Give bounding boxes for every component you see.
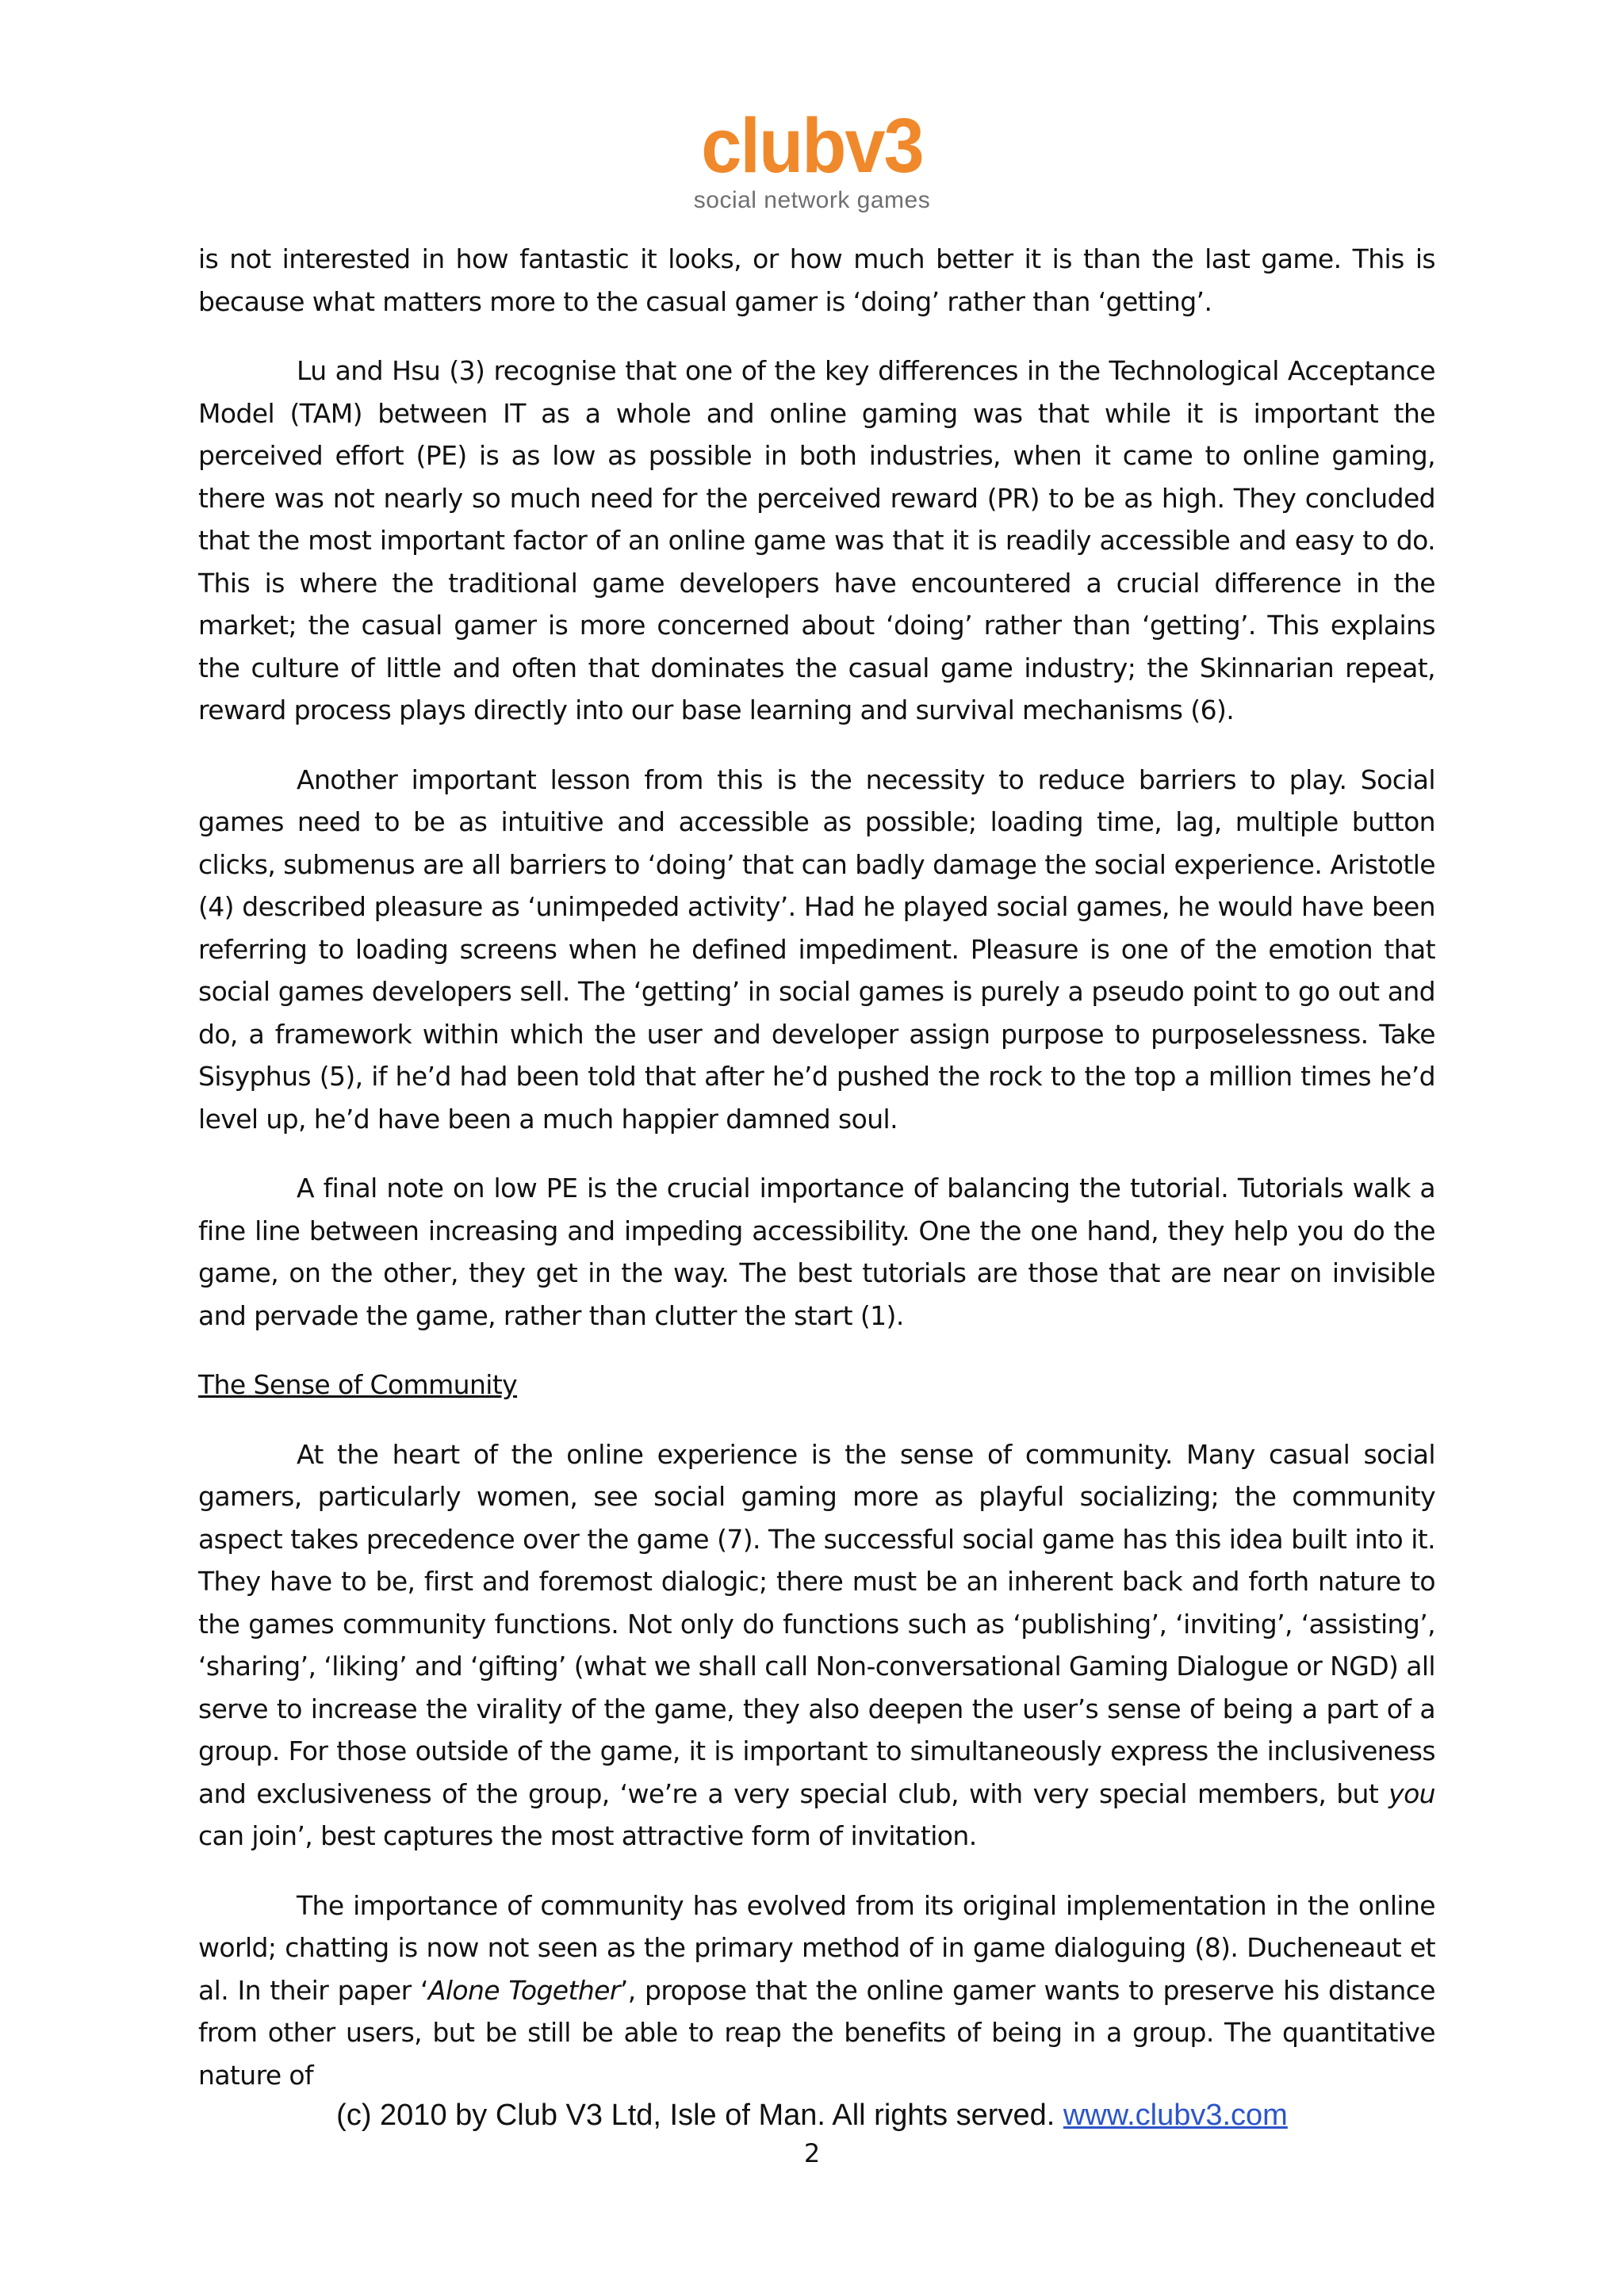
paragraph-6-emphasis: Alone Together	[427, 1974, 620, 2006]
paragraph-4: A final note on low PE is the crucial importance of balancing the tutorial. Tutorials walk a fine line between increasing and impeding accessibility. One the one hand, they help you do the game, on the other, they get in the way. The best tutorials are those that are near on invisible and pervade the game, rather than clutter the start (1).	[198, 1173, 1435, 1331]
paragraph-6-text-end: ’, propose that the online gamer wants to preserve his distance from other users, but be still be able to reap the benefits of being in a group. The quantitative nature of	[198, 1974, 1435, 2091]
paragraph-1: is not interested in how fantastic it looks, or how much better it is than the last game. This is because what matters more to the casual gamer is ‘doing’ rather than ‘getting’.	[198, 243, 1435, 317]
paragraph-6	[198, 1885, 1435, 2097]
paragraph-3: Another important lesson from this is the necessity to reduce barriers to play. Social games need to be as intuitive and accessible as possible; loading time, lag, multiple button clicks, submenus are all barriers to ‘doing’ that can badly damage the social experience. Aristotle (4) described pleasure as ‘unimpeded activity’. Had he played social games, he would have been referring to loading screens when he defined impediment. Pleasure is one of the emotion that social games developers sell. The ‘getting’ in social games is purely a pseudo point to go out and do, a framework within which the user and developer assign purpose to purposelessness. Take Sisyphus (5), if he’d had been told that after he’d pushed the rock to the top a million times he’d level up, he’d have been a much happier damned soul.	[198, 763, 1435, 1135]
website-link[interactable]: www.clubv3.com	[1063, 2099, 1288, 2132]
page-number: 2	[803, 2138, 821, 2168]
logo-tagline: social network games	[693, 187, 931, 213]
paragraph-5-text: At the heart of the online experience is the sense of community. Many casual social gamers, particularly women, see social gaming more as playful socializing; the community aspect takes precedence over the game (7). The successful social game has this idea built into it. They have to be, first and foremost dialogic; there must be an inherent back and forth nature to the games community functions. Not only do functions such as ‘publishing’, ‘inviting’, ‘assisting’, ‘sharing’, ‘liking’ and ‘gifting’ (what we shall call Non-conversational Gaming Dialogue or NGD) all serve to increase the virality of the game, they also deepen the user’s sense of being a part of a group. For those outside of the game, it is important to simultaneously express the inclusiveness and exclusiveness of the group, ‘we’re a very special club, with very special members, but	[198, 1438, 1435, 1809]
paragraph-6-text: The importance of community has evolved from its original implementation in the online world; chatting is now not seen as the primary method of in game dialoguing (8). Ducheneaut et al. In their paper ‘	[198, 1889, 1435, 2006]
paragraph-5-emphasis: you	[1388, 1777, 1435, 1809]
section-heading: The Sense of Community	[198, 1369, 518, 1400]
paragraph-2: Lu and Hsu (3) recognise that one of the key differences in the Technological Acceptance Model (TAM) between IT as a whole and online gaming was that while it is important the perceived effort (PE) is as low as possible in both industries, when it came to online gaming, there was not nearly so much need for the perceived reward (PR) to be as high. They concluded that the most important factor of an online game was that it is readily accessible and easy to do. This is where the traditional game developers have encountered a crucial difference in the market; the casual gamer is more concerned about ‘doing’ rather than ‘getting’. This explains the culture of little and often that dominates the casual game industry; the Skinnarian repeat, reward process plays directly into our base learning and survival mechanisms (6).	[198, 355, 1435, 725]
footer	[0, 2097, 1624, 2133]
paragraph-5-text-end: can join’, best captures the most attractive form of invitation.	[198, 1820, 977, 1851]
document-body	[198, 238, 1435, 2123]
logo-wordmark: clubv3	[701, 102, 923, 189]
logo	[0, 102, 1624, 214]
copyright-text: (c) 2010 by Club V3 Ltd, Isle of Man. All rights served.	[336, 2099, 1063, 2132]
paragraph-5	[198, 1433, 1435, 1858]
